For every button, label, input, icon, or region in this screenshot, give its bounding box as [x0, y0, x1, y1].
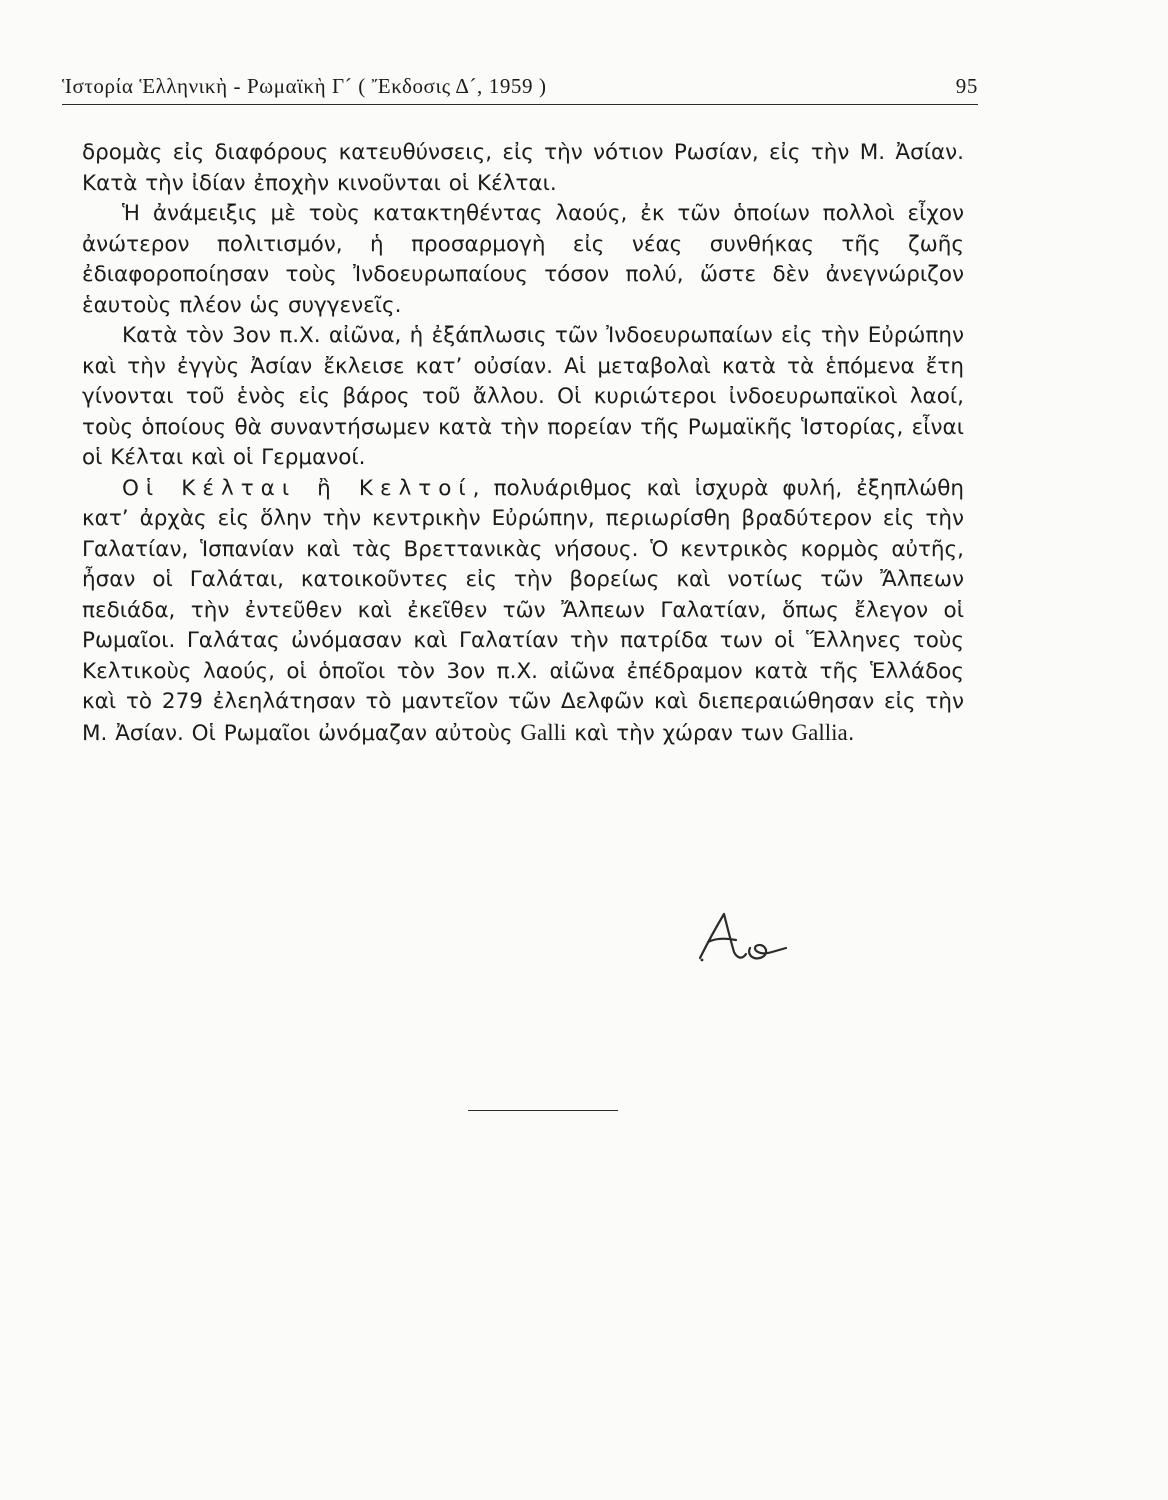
end-rule [468, 1110, 618, 1111]
running-header [62, 70, 978, 104]
paragraph-continuation: δρομὰς εἰς διαφόρους κατευθύνσεις, εἰς τὴν νότιον Ρωσίαν, εἰς τὴν Μ. Ἀσίαν. Κατὰ τὴν ἰδίαν ἐποχὴν κινοῦνται οἱ Κέλται. [82, 140, 964, 196]
paragraph-expansion: Κατὰ τὸν 3ον π.Χ. αἰῶνα, ἡ ἐξάπλωσις τῶν Ἰνδοευρωπαίων εἰς τὴν Εὐρώπην καὶ τὴν ἐγγὺς Ἀσίαν ἔκλεισε κατ’ οὐσίαν. Αἱ μεταβολαὶ κατὰ τὰ ἑπόμενα ἔτη γίνονται τοῦ ἑνὸς εἰς βάρος τοῦ ἄλλου. Οἱ κυριώτεροι ἰνδοευρωπαϊκοὶ λαοί, τοὺς ὁποίους θὰ συναντήσωμεν κατὰ τὴν πορείαν τῆς Ρωμαϊκῆς Ἱστορίας, εἶναι οἱ Κέλται καὶ οἱ Γερμανοί. [82, 323, 964, 470]
body-text [82, 138, 964, 749]
celts-text-end: . [847, 720, 855, 746]
paragraph-mixing: Ἡ ἀνάμειξις μὲ τοὺς κατακτηθέντας λαούς, ἐκ τῶν ὁποίων πολλοὶ εἶχον ἀνώτερον πολιτισμόν, ἡ προσαρμογὴ εἰς νέας συνθήκας τῆς ζωῆς ἐδιαφοροποίησαν τοὺς Ἰνδοευρωπαίους τόσον πολύ, ὥστε δὲν ἀνεγνώριζον ἑαυτοὺς πλέον ὡς συγγενεῖς. [82, 201, 964, 318]
header-rule [62, 104, 978, 105]
celts-text-mid: καὶ τὴν χώραν των [566, 720, 792, 746]
book-title: Ἱστορία Ἑλληνικὴ - Ρωμαϊκὴ Γ´ ( Ἔκδοσις Δ´, 1959 ) [62, 74, 547, 98]
handwritten-initials [694, 908, 790, 964]
latin-term-gallia: Gallia [791, 719, 848, 745]
celts-text: , πολυάριθμος καὶ ἰσχυρὰ φυλή, ἐξηπλώθη κατ’ ἀρχὰς εἰς ὅλην τὴν κεντρικὴν Εὐρώπην, περιωρίσθη βραδύτερον εἰς τὴν Γαλατίαν, Ἱσπανίαν καὶ τὰς Βρεττανικὰς νήσους. Ὁ κεντρικὸς κορμὸς αὐτῆς, ἦσαν οἱ Γαλάται, κατοικοῦντες εἰς τὴν βορείως καὶ νοτίως τῶν Ἄλπεων πεδιάδα, τὴν ἐντεῦθεν καὶ ἐκεῖθεν τῶν Ἄλπεων Γαλατίαν, ὅπως ἔλεγον οἱ Ρωμαῖοι. Γαλάτας ὠνόμασαν καὶ Γαλατίαν τὴν πατρίδα των οἱ Ἕλληνες τοὺς Κελτικοὺς λαούς, οἱ ὁποῖοι τὸν 3ον π.Χ. αἰῶνα ἐπέδραμον κατὰ τῆς Ἑλλάδος καὶ τὸ 279 ἐλεηλάτησαν τὸ μαντεῖον τῶν Δελφῶν καὶ διεπεραιώθησαν εἰς τὴν Μ. Ἀσίαν. Οἱ Ρωμαῖοι ὠνόμαζαν αὐτοὺς [82, 475, 964, 746]
celts-heading: Οἱ Κέλται ἢ Κελτοί [122, 475, 473, 501]
paragraph-celts [82, 474, 964, 750]
latin-term-galli: Galli [520, 719, 567, 745]
page-number: 95 [955, 74, 978, 98]
